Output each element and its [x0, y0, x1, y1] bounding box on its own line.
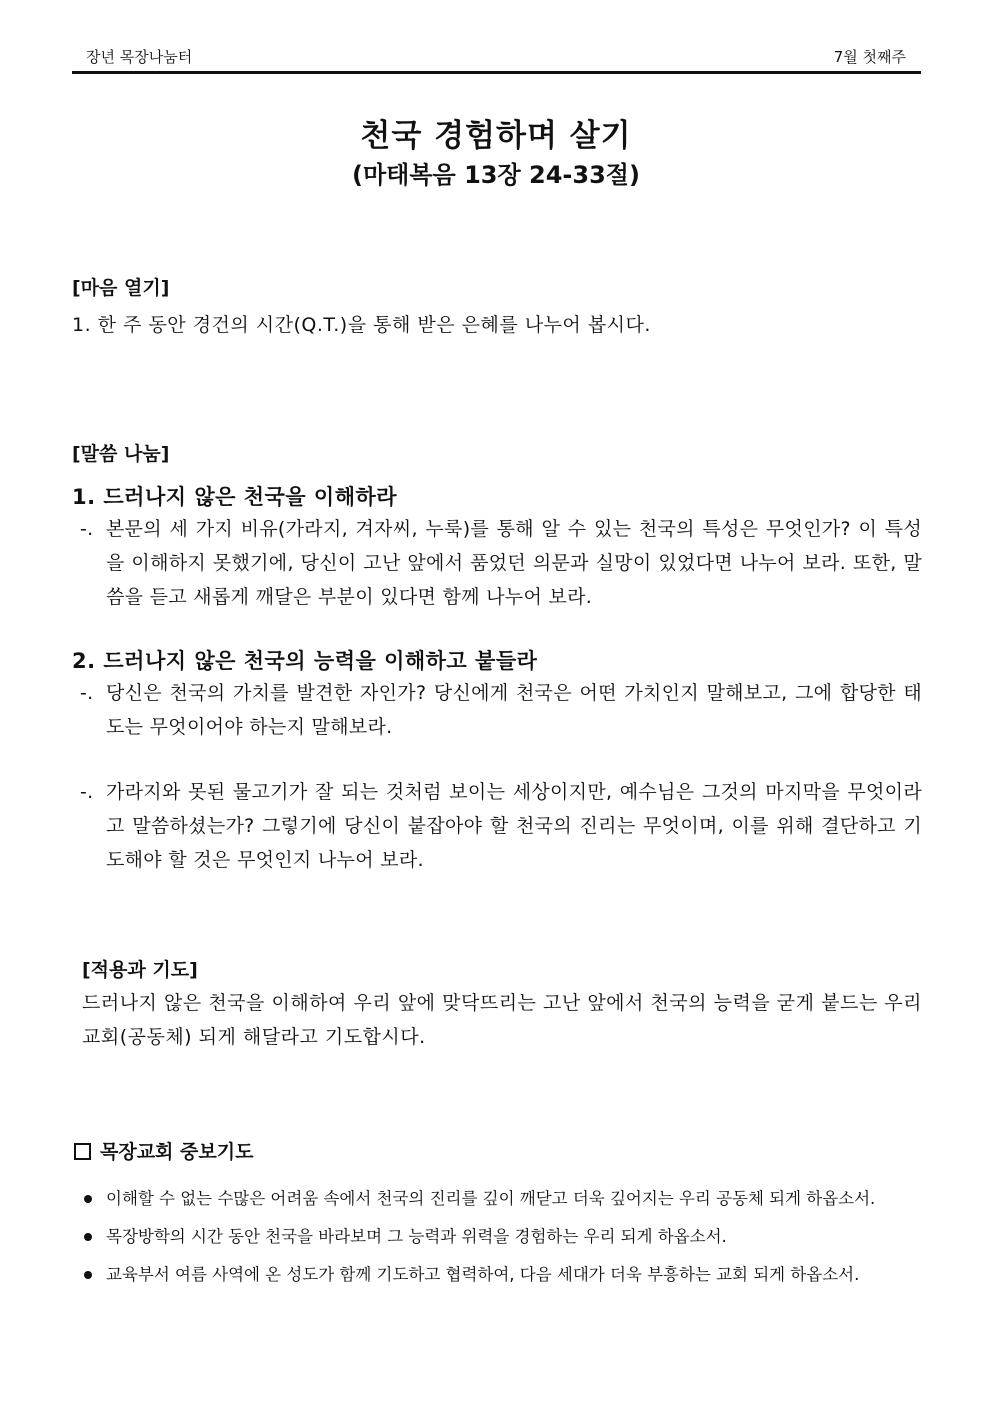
list-item [82, 1218, 922, 1256]
point-1-question-1 [80, 512, 922, 614]
dash-marker: -. [80, 682, 94, 704]
scripture-reference: (마태복음 13장 24-33절) [352, 161, 640, 189]
checkbox-square-icon [74, 1143, 91, 1160]
word-heading: [말씀 나눔] [72, 443, 170, 465]
question-text: 가라지와 못된 물고기가 잘 되는 것처럼 보이는 세상이지만, 예수님은 그것의 마지막을 무엇이라고 말씀하셨는가? 그렇기에 당신이 붙잡아야 할 천국의 진리는 무엇이며, 이를 위해 결단하고 기도해야 할 것은 무엇인지 나누어 보라. [106, 781, 922, 871]
header-group-name: 장년 목장나눔터 [86, 48, 193, 66]
point-2-question-1 [80, 676, 922, 744]
prayer-text: 목장방학의 시간 동안 천국을 바라보며 그 능력과 위력을 경험하는 우리 되게 하옵소서. [106, 1227, 727, 1246]
point-2-question-2 [80, 775, 922, 877]
opening-heading: [마음 열기] [72, 277, 170, 299]
question-text: 본문의 세 가지 비유(가라지, 겨자씨, 누룩)를 통해 알 수 있는 천국의 특성은 무엇인가? 이 특성을 이해하지 못했기에, 당신이 고난 앞에서 품었던 의문과 실망이 있었다면 나누어 보라. 또한, 말씀을 듣고 새롭게 깨달은 부분이 있다면 함께 나누어 보라. [106, 518, 922, 608]
point-1-title: 1. 드러나지 않은 천국을 이해하라 [72, 485, 398, 509]
page-header [72, 42, 920, 70]
opening-question: 1. 한 주 동안 경건의 시간(Q.T.)을 통해 받은 은혜를 나누어 봅시다. [72, 314, 651, 336]
prayer-text: 이해할 수 없는 수많은 어려움 속에서 천국의 진리를 깊이 깨닫고 더욱 깊어지는 우리 공동체 되게 하옵소서. [106, 1189, 876, 1208]
prayer-text: 교육부서 여름 사역에 온 성도가 함께 기도하고 협력하여, 다음 세대가 더욱 부흥하는 교회 되게 하옵소서. [106, 1265, 860, 1284]
question-text: 당신은 천국의 가치를 발견한 자인가? 당신에게 천국은 어떤 가치인지 말해보고, 그에 합당한 태도는 무엇이어야 하는지 말해보라. [106, 682, 922, 738]
apply-heading: [적용과 기도] [82, 959, 198, 981]
bullet-icon [84, 1271, 92, 1279]
list-item [82, 1256, 922, 1294]
intercession-heading: 목장교회 중보기도 [100, 1141, 254, 1163]
point-2-title: 2. 드러나지 않은 천국의 능력을 이해하고 붙들라 [72, 649, 538, 673]
header-divider [72, 71, 921, 74]
dash-marker: -. [80, 518, 94, 540]
bullet-icon [84, 1195, 92, 1203]
intercession-list [82, 1180, 922, 1294]
header-week: 7월 첫째주 [833, 48, 906, 66]
bullet-icon [84, 1233, 92, 1241]
list-item [82, 1180, 922, 1218]
apply-prayer: 드러나지 않은 천국을 이해하여 우리 앞에 맞닥뜨리는 고난 앞에서 천국의 능력을 굳게 붙드는 우리 교회(공동체) 되게 해달라고 기도합시다. [82, 992, 922, 1048]
dash-marker: -. [80, 781, 94, 803]
page-title: 천국 경험하며 살기 [360, 118, 632, 154]
